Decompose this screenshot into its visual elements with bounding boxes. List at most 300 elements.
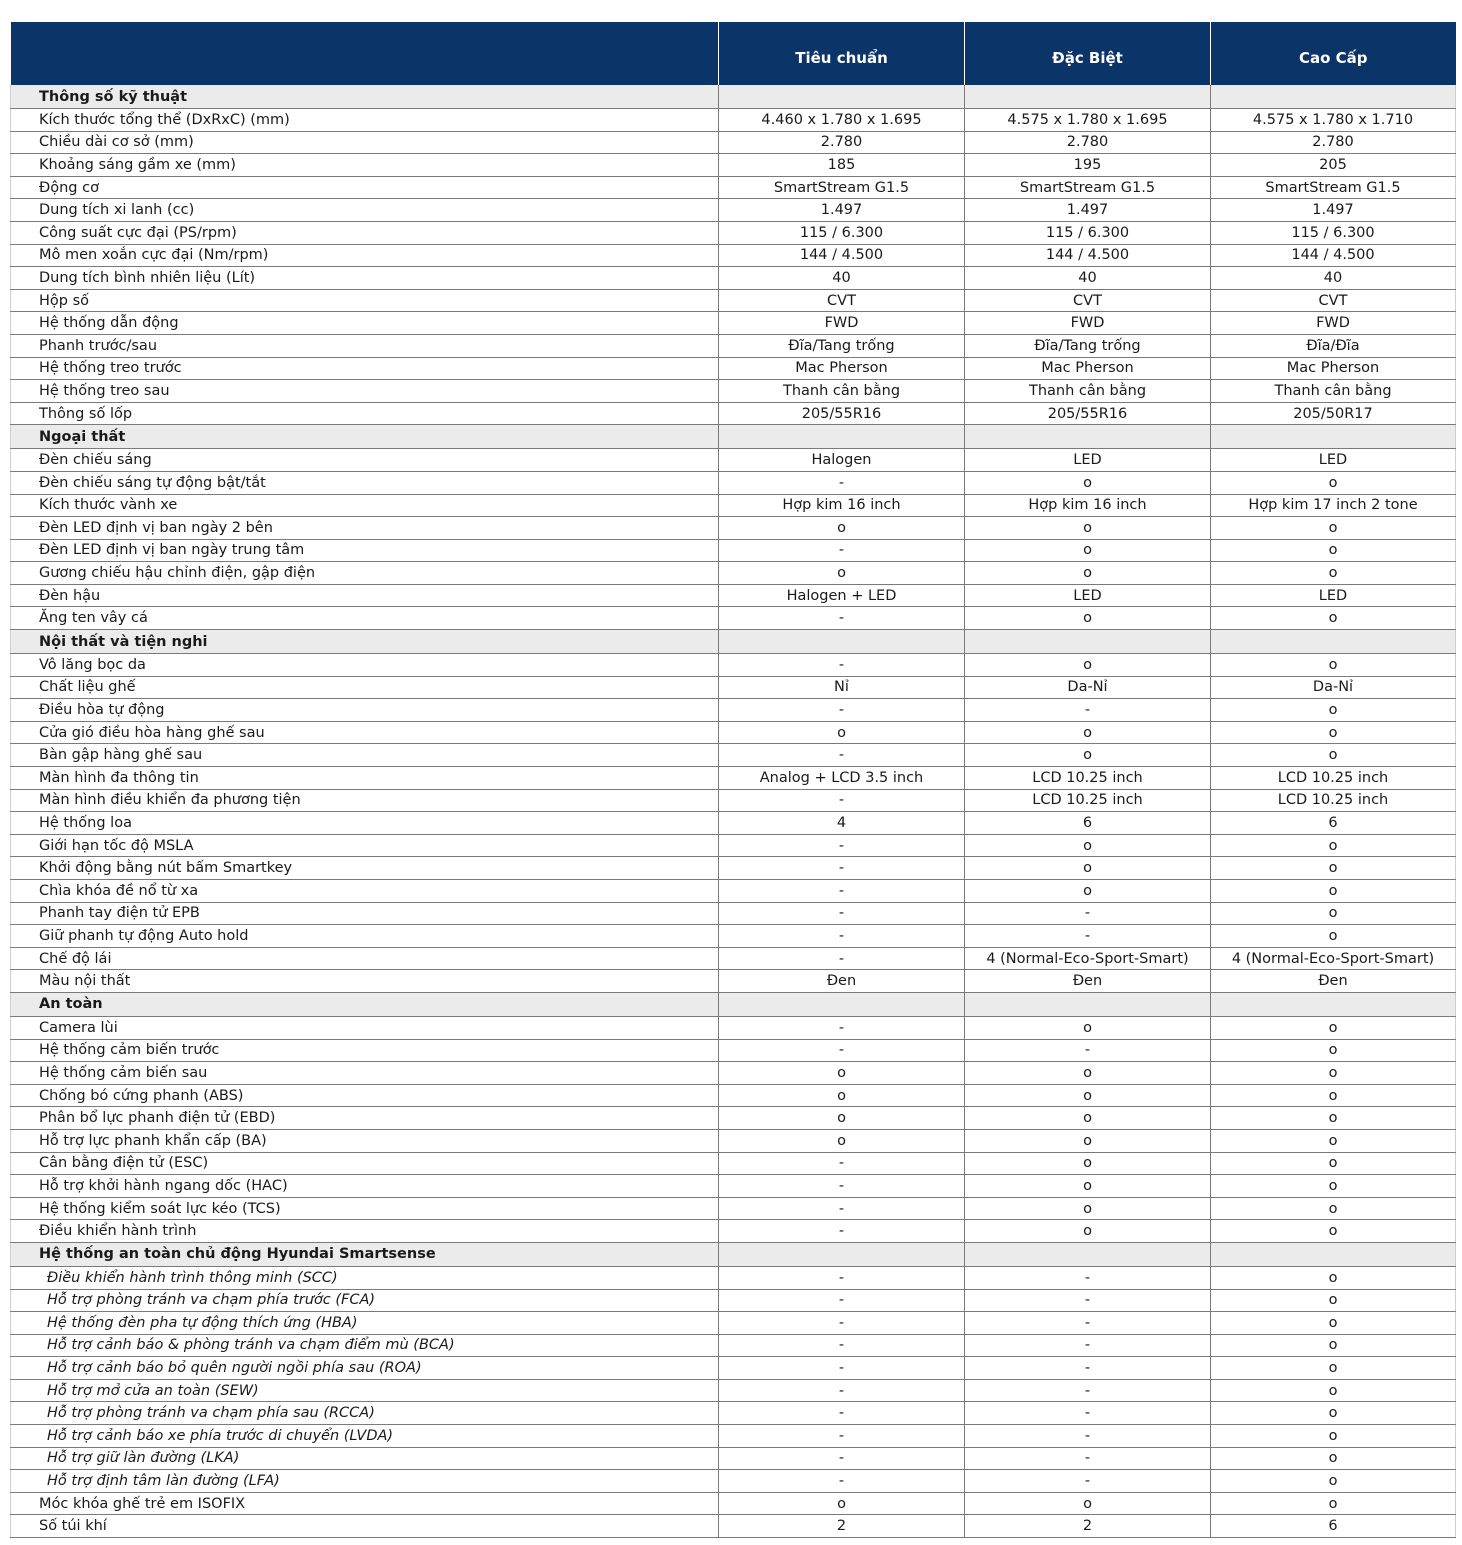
spec-value: - — [719, 471, 965, 494]
table-row — [11, 109, 1456, 132]
spec-value: Mac Pherson — [719, 357, 965, 380]
spec-value: - — [719, 654, 965, 677]
spec-value: 6 — [965, 812, 1211, 835]
spec-value: 205/55R16 — [965, 402, 1211, 425]
table-row — [11, 789, 1456, 812]
spec-value: o — [719, 721, 965, 744]
table-row — [11, 1515, 1456, 1538]
spec-value: o — [1211, 1039, 1456, 1062]
table-row — [11, 1129, 1456, 1152]
spec-label: Gương chiếu hậu chỉnh điện, gập điện — [11, 562, 719, 585]
spec-value — [719, 425, 965, 449]
spec-value: o — [1211, 1175, 1456, 1198]
table-row — [11, 449, 1456, 472]
table-row — [11, 1197, 1456, 1220]
table-row — [11, 1016, 1456, 1039]
spec-value — [719, 85, 965, 109]
spec-value — [965, 85, 1211, 109]
spec-value: o — [965, 1062, 1211, 1085]
spec-value: - — [719, 947, 965, 970]
spec-value: o — [719, 1084, 965, 1107]
spec-value: 1.497 — [1211, 199, 1456, 222]
spec-value: o — [965, 1152, 1211, 1175]
spec-value: LED — [1211, 584, 1456, 607]
spec-value: o — [1211, 1402, 1456, 1425]
spec-label: Hỗ trợ giữ làn đường (LKA) — [11, 1447, 719, 1470]
spec-value: - — [719, 1175, 965, 1198]
table-row — [11, 1334, 1456, 1357]
spec-label: Khoảng sáng gầm xe (mm) — [11, 154, 719, 177]
spec-value: o — [719, 1129, 965, 1152]
spec-label: Hỗ trợ cảnh báo bỏ quên người ngồi phía sau (ROA) — [11, 1357, 719, 1380]
header-cao-cap: Cao Cấp — [1211, 22, 1456, 85]
section-title: Ngoại thất — [11, 425, 719, 449]
spec-value: 4 — [719, 812, 965, 835]
table-row — [11, 744, 1456, 767]
table-row — [11, 880, 1456, 903]
spec-label: Chống bó cứng phanh (ABS) — [11, 1084, 719, 1107]
spec-value: o — [1211, 1312, 1456, 1335]
spec-value: o — [965, 654, 1211, 677]
spec-label: Phanh trước/sau — [11, 334, 719, 357]
spec-value — [965, 425, 1211, 449]
table-row — [11, 857, 1456, 880]
spec-value: - — [719, 607, 965, 630]
spec-value: o — [965, 1492, 1211, 1515]
spec-value — [965, 1242, 1211, 1266]
spec-label: Mô men xoắn cực đại (Nm/rpm) — [11, 244, 719, 267]
table-row — [11, 244, 1456, 267]
table-row — [11, 1379, 1456, 1402]
spec-label: Hệ thống đèn pha tự động thích ứng (HBA) — [11, 1312, 719, 1335]
spec-value: o — [965, 1107, 1211, 1130]
table-row — [11, 1107, 1456, 1130]
spec-value: o — [1211, 1470, 1456, 1493]
spec-value: o — [1211, 1197, 1456, 1220]
table-row — [11, 131, 1456, 154]
spec-value: o — [1211, 1425, 1456, 1448]
spec-value: o — [1211, 902, 1456, 925]
spec-value: - — [719, 834, 965, 857]
spec-value: - — [719, 902, 965, 925]
table-row — [11, 970, 1456, 993]
spec-label: Thông số lốp — [11, 402, 719, 425]
spec-value — [1211, 992, 1456, 1016]
spec-value: Mac Pherson — [1211, 357, 1456, 380]
spec-value: o — [1211, 1447, 1456, 1470]
table-row — [11, 1266, 1456, 1289]
table-row — [11, 584, 1456, 607]
spec-value: - — [719, 1470, 965, 1493]
spec-value: - — [719, 1197, 965, 1220]
spec-label: Đèn chiếu sáng — [11, 449, 719, 472]
spec-label: Điều hòa tự động — [11, 699, 719, 722]
spec-label: Chìa khóa đề nổ từ xa — [11, 880, 719, 903]
spec-value: 4.575 x 1.780 x 1.710 — [1211, 109, 1456, 132]
spec-value: - — [719, 857, 965, 880]
spec-value: o — [1211, 654, 1456, 677]
spec-value: - — [719, 1266, 965, 1289]
spec-value: - — [965, 1379, 1211, 1402]
spec-label: Hệ thống loa — [11, 812, 719, 835]
spec-value: 40 — [719, 267, 965, 290]
table-row — [11, 699, 1456, 722]
spec-value: 6 — [1211, 1515, 1456, 1538]
table-row — [11, 154, 1456, 177]
spec-value: o — [965, 471, 1211, 494]
spec-value: Đen — [1211, 970, 1456, 993]
section-row — [11, 1242, 1456, 1266]
spec-value: - — [719, 699, 965, 722]
table-row — [11, 1062, 1456, 1085]
table-row — [11, 1039, 1456, 1062]
spec-value: Đen — [965, 970, 1211, 993]
spec-value: - — [719, 880, 965, 903]
spec-value: 2.780 — [1211, 131, 1456, 154]
spec-value: - — [719, 925, 965, 948]
table-row — [11, 1289, 1456, 1312]
spec-value: LED — [965, 449, 1211, 472]
table-row — [11, 1470, 1456, 1493]
spec-value: Hợp kim 16 inch — [965, 494, 1211, 517]
table-row — [11, 221, 1456, 244]
table-row — [11, 176, 1456, 199]
table-row — [11, 312, 1456, 335]
spec-label: Hệ thống treo trước — [11, 357, 719, 380]
spec-value: Đen — [719, 970, 965, 993]
spec-value: o — [965, 834, 1211, 857]
spec-label: Hỗ trợ lực phanh khẩn cấp (BA) — [11, 1129, 719, 1152]
spec-value: - — [965, 902, 1211, 925]
spec-value: - — [965, 1447, 1211, 1470]
spec-value — [1211, 425, 1456, 449]
spec-value: LCD 10.25 inch — [965, 789, 1211, 812]
spec-value: FWD — [965, 312, 1211, 335]
spec-value: Da-Nỉ — [965, 676, 1211, 699]
spec-value: - — [965, 1039, 1211, 1062]
spec-value: - — [719, 1289, 965, 1312]
table-row — [11, 1402, 1456, 1425]
spec-value: 1.497 — [965, 199, 1211, 222]
spec-value: o — [719, 1492, 965, 1515]
spec-label: Màn hình điều khiển đa phương tiện — [11, 789, 719, 812]
spec-value: o — [965, 1220, 1211, 1243]
spec-value: Đĩa/Đĩa — [1211, 334, 1456, 357]
spec-value: FWD — [1211, 312, 1456, 335]
spec-value: LCD 10.25 inch — [1211, 789, 1456, 812]
spec-value: LCD 10.25 inch — [965, 767, 1211, 790]
table-row — [11, 562, 1456, 585]
spec-value: - — [719, 1357, 965, 1380]
spec-value: SmartStream G1.5 — [965, 176, 1211, 199]
spec-value: - — [719, 1379, 965, 1402]
spec-value: o — [719, 517, 965, 540]
spec-label: Dung tích bình nhiên liệu (Lít) — [11, 267, 719, 290]
spec-value — [719, 630, 965, 654]
table-row — [11, 289, 1456, 312]
header-dac-biet: Đặc Biệt — [965, 22, 1211, 85]
spec-value: - — [719, 1402, 965, 1425]
section-title: Hệ thống an toàn chủ động Hyundai Smartsense — [11, 1242, 719, 1266]
spec-value: 2.780 — [965, 131, 1211, 154]
spec-label: Chế độ lái — [11, 947, 719, 970]
table-row — [11, 1492, 1456, 1515]
spec-value: - — [965, 925, 1211, 948]
spec-table — [10, 22, 1456, 1538]
spec-value: 205 — [1211, 154, 1456, 177]
spec-value: LED — [965, 584, 1211, 607]
table-row — [11, 267, 1456, 290]
spec-value: o — [1211, 834, 1456, 857]
spec-value: FWD — [719, 312, 965, 335]
table-row — [11, 1084, 1456, 1107]
spec-label: Khởi động bằng nút bấm Smartkey — [11, 857, 719, 880]
spec-label: Ăng ten vây cá — [11, 607, 719, 630]
spec-value: o — [1211, 1266, 1456, 1289]
spec-value: Thanh cân bằng — [965, 380, 1211, 403]
spec-label: Phanh tay điện tử EPB — [11, 902, 719, 925]
spec-value: o — [719, 562, 965, 585]
spec-value: o — [965, 607, 1211, 630]
table-row — [11, 494, 1456, 517]
table-row — [11, 402, 1456, 425]
spec-value: - — [719, 744, 965, 767]
spec-value: o — [1211, 1107, 1456, 1130]
spec-label: Hệ thống cảm biến trước — [11, 1039, 719, 1062]
table-body — [11, 85, 1456, 1538]
spec-value: 6 — [1211, 812, 1456, 835]
spec-value: o — [1211, 1084, 1456, 1107]
table-row — [11, 947, 1456, 970]
spec-value: 4.575 x 1.780 x 1.695 — [965, 109, 1211, 132]
table-row — [11, 1175, 1456, 1198]
spec-value: o — [1211, 857, 1456, 880]
table-row — [11, 334, 1456, 357]
spec-label: Hệ thống treo sau — [11, 380, 719, 403]
spec-value: 4.460 x 1.780 x 1.695 — [719, 109, 965, 132]
spec-value: o — [719, 1107, 965, 1130]
spec-value: 115 / 6.300 — [719, 221, 965, 244]
spec-value: 195 — [965, 154, 1211, 177]
spec-label: Hỗ trợ định tâm làn đường (LFA) — [11, 1470, 719, 1493]
table-row — [11, 721, 1456, 744]
header-spec-column — [11, 22, 719, 85]
spec-value: o — [965, 880, 1211, 903]
spec-label: Đèn hậu — [11, 584, 719, 607]
spec-value: - — [719, 539, 965, 562]
spec-value: - — [965, 1470, 1211, 1493]
spec-value: 115 / 6.300 — [1211, 221, 1456, 244]
spec-label: Đèn chiếu sáng tự động bật/tắt — [11, 471, 719, 494]
spec-label: Giữ phanh tự động Auto hold — [11, 925, 719, 948]
spec-value: o — [965, 562, 1211, 585]
spec-value: o — [1211, 471, 1456, 494]
spec-value: 144 / 4.500 — [1211, 244, 1456, 267]
spec-value: Halogen + LED — [719, 584, 965, 607]
spec-value: o — [1211, 539, 1456, 562]
spec-value: 185 — [719, 154, 965, 177]
table-row — [11, 517, 1456, 540]
table-row — [11, 1425, 1456, 1448]
spec-label: Hỗ trợ mở cửa an toàn (SEW) — [11, 1379, 719, 1402]
table-row — [11, 539, 1456, 562]
section-row — [11, 425, 1456, 449]
spec-value: o — [1211, 562, 1456, 585]
table-row — [11, 1220, 1456, 1243]
spec-value: SmartStream G1.5 — [1211, 176, 1456, 199]
table-row — [11, 357, 1456, 380]
spec-value: 205/55R16 — [719, 402, 965, 425]
spec-label: Động cơ — [11, 176, 719, 199]
spec-label: Giới hạn tốc độ MSLA — [11, 834, 719, 857]
spec-value: - — [965, 1266, 1211, 1289]
spec-value — [965, 630, 1211, 654]
spec-value: 4 (Normal-Eco-Sport-Smart) — [965, 947, 1211, 970]
spec-value: o — [1211, 517, 1456, 540]
spec-value: 2.780 — [719, 131, 965, 154]
spec-value: - — [719, 1220, 965, 1243]
spec-value: o — [1211, 925, 1456, 948]
spec-value: Nỉ — [719, 676, 965, 699]
section-row — [11, 630, 1456, 654]
spec-value: 2 — [965, 1515, 1211, 1538]
spec-value: 1.497 — [719, 199, 965, 222]
table-row — [11, 199, 1456, 222]
spec-value: o — [1211, 1379, 1456, 1402]
table-row — [11, 925, 1456, 948]
spec-value: 144 / 4.500 — [965, 244, 1211, 267]
spec-value: o — [1211, 721, 1456, 744]
spec-value: o — [1211, 1492, 1456, 1515]
table-row — [11, 1312, 1456, 1335]
spec-value: o — [1211, 607, 1456, 630]
spec-value: o — [965, 1175, 1211, 1198]
spec-value: Da-Nỉ — [1211, 676, 1456, 699]
spec-value: - — [965, 1402, 1211, 1425]
spec-label: Phân bổ lực phanh điện tử (EBD) — [11, 1107, 719, 1130]
spec-label: Hỗ trợ cảnh báo & phòng tránh va chạm điểm mù (BCA) — [11, 1334, 719, 1357]
spec-label: Kích thước vành xe — [11, 494, 719, 517]
spec-value: o — [1211, 744, 1456, 767]
table-row — [11, 676, 1456, 699]
table-row — [11, 607, 1456, 630]
spec-value: o — [719, 1062, 965, 1085]
spec-label: Camera lùi — [11, 1016, 719, 1039]
spec-value: o — [965, 744, 1211, 767]
spec-value: - — [965, 1312, 1211, 1335]
spec-value: CVT — [965, 289, 1211, 312]
spec-label: Đèn LED định vị ban ngày 2 bên — [11, 517, 719, 540]
spec-label: Cân bằng điện tử (ESC) — [11, 1152, 719, 1175]
table-row — [11, 812, 1456, 835]
spec-value: o — [965, 1016, 1211, 1039]
spec-value: o — [965, 721, 1211, 744]
spec-value: o — [1211, 1289, 1456, 1312]
spec-value: o — [1211, 880, 1456, 903]
table-row — [11, 380, 1456, 403]
spec-label: Móc khóa ghế trẻ em ISOFIX — [11, 1492, 719, 1515]
spec-label: Hỗ trợ cảnh báo xe phía trước di chuyển (LVDA) — [11, 1425, 719, 1448]
spec-value: Hợp kim 17 inch 2 tone — [1211, 494, 1456, 517]
header-tieu-chuan: Tiêu chuẩn — [719, 22, 965, 85]
spec-value: o — [1211, 1334, 1456, 1357]
spec-label: Hệ thống kiểm soát lực kéo (TCS) — [11, 1197, 719, 1220]
spec-value — [965, 992, 1211, 1016]
spec-value: Đĩa/Tang trống — [965, 334, 1211, 357]
spec-value: o — [965, 857, 1211, 880]
spec-label: Hỗ trợ phòng tránh va chạm phía trước (FCA) — [11, 1289, 719, 1312]
spec-label: Cửa gió điều hòa hàng ghế sau — [11, 721, 719, 744]
spec-value: - — [719, 1312, 965, 1335]
spec-value: 2 — [719, 1515, 965, 1538]
spec-value: o — [1211, 1152, 1456, 1175]
spec-value: - — [719, 789, 965, 812]
table-row — [11, 471, 1456, 494]
spec-value: LCD 10.25 inch — [1211, 767, 1456, 790]
spec-value: - — [719, 1447, 965, 1470]
spec-value: o — [1211, 1357, 1456, 1380]
spec-label: Màu nội thất — [11, 970, 719, 993]
spec-label: Dung tích xi lanh (cc) — [11, 199, 719, 222]
table-row — [11, 767, 1456, 790]
spec-value: - — [719, 1016, 965, 1039]
spec-value: - — [719, 1425, 965, 1448]
spec-value — [1211, 1242, 1456, 1266]
spec-value: - — [965, 1357, 1211, 1380]
spec-value: o — [1211, 1062, 1456, 1085]
spec-value — [1211, 85, 1456, 109]
section-title: An toàn — [11, 992, 719, 1016]
section-row — [11, 85, 1456, 109]
spec-label: Công suất cực đại (PS/rpm) — [11, 221, 719, 244]
spec-value: o — [1211, 1220, 1456, 1243]
spec-value: o — [965, 539, 1211, 562]
spec-label: Màn hình đa thông tin — [11, 767, 719, 790]
spec-value: o — [965, 1084, 1211, 1107]
spec-value: Mac Pherson — [965, 357, 1211, 380]
spec-label: Điều khiển hành trình thông minh (SCC) — [11, 1266, 719, 1289]
spec-label: Đèn LED định vị ban ngày trung tâm — [11, 539, 719, 562]
spec-value: - — [965, 1289, 1211, 1312]
spec-value: - — [965, 1334, 1211, 1357]
spec-value: - — [719, 1039, 965, 1062]
spec-value — [719, 992, 965, 1016]
spec-value — [1211, 630, 1456, 654]
spec-value: o — [1211, 1129, 1456, 1152]
spec-value: - — [965, 1425, 1211, 1448]
spec-label: Bàn gập hàng ghế sau — [11, 744, 719, 767]
spec-value: 115 / 6.300 — [965, 221, 1211, 244]
spec-value: o — [965, 517, 1211, 540]
spec-value: LED — [1211, 449, 1456, 472]
spec-label: Hệ thống dẫn động — [11, 312, 719, 335]
spec-label: Số túi khí — [11, 1515, 719, 1538]
table-row — [11, 654, 1456, 677]
table-row — [11, 1357, 1456, 1380]
spec-value: CVT — [1211, 289, 1456, 312]
spec-value: o — [965, 1129, 1211, 1152]
spec-label: Kích thước tổng thể (DxRxC) (mm) — [11, 109, 719, 132]
section-title: Thông số kỹ thuật — [11, 85, 719, 109]
spec-value: Analog + LCD 3.5 inch — [719, 767, 965, 790]
spec-label: Hộp số — [11, 289, 719, 312]
spec-value: - — [719, 1334, 965, 1357]
spec-value: 4 (Normal-Eco-Sport-Smart) — [1211, 947, 1456, 970]
table-row — [11, 1447, 1456, 1470]
spec-value: o — [1211, 1016, 1456, 1039]
spec-value: Halogen — [719, 449, 965, 472]
spec-value: o — [1211, 699, 1456, 722]
